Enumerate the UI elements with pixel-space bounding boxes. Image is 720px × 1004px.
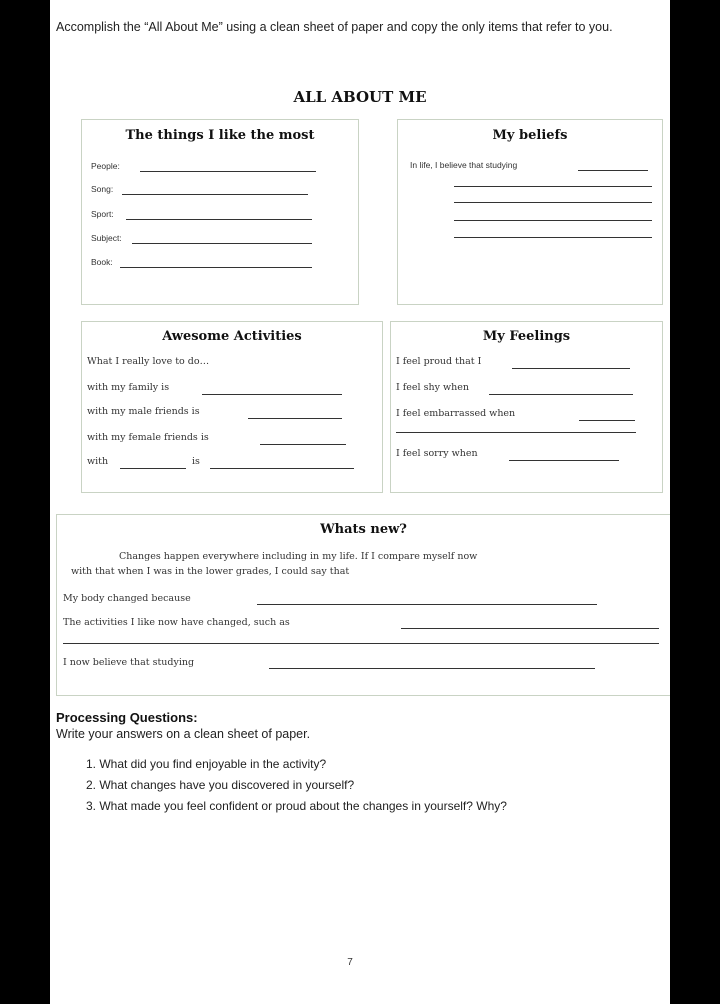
- whats-new-studying-line: [269, 668, 595, 669]
- feelings-proud-line: [512, 368, 630, 369]
- activities-intro: What I really love to do…: [87, 356, 210, 367]
- beliefs-line-2: [454, 186, 652, 187]
- activities-male-line: [248, 418, 342, 419]
- question-3: 3. What made you feel confident or proud about the changes in yourself? Why?: [86, 799, 507, 813]
- beliefs-line-1: [578, 170, 648, 171]
- whats-new-para-line1: Changes happen everywhere including in my life. If I compare myself now: [119, 551, 478, 562]
- whats-new-activities-line: [401, 628, 659, 629]
- my-feelings-heading: My Feelings: [482, 329, 571, 344]
- beliefs-line-4: [454, 220, 652, 221]
- whats-new-studying-label: I now believe that studying: [63, 657, 195, 668]
- my-feelings-box: [390, 321, 663, 493]
- field-book-line: [120, 267, 312, 268]
- my-beliefs-heading: My beliefs: [492, 128, 568, 143]
- activities-family-label: with my family is: [87, 382, 170, 393]
- things-i-like-box: [81, 119, 359, 305]
- field-sport-label: Sport:: [91, 209, 114, 219]
- awesome-activities-box: [81, 321, 383, 493]
- page-number: 7: [347, 957, 353, 968]
- whats-new-body-label: My body changed because: [63, 593, 191, 604]
- whats-new-body-line: [257, 604, 597, 605]
- feelings-proud-label: I feel proud that I: [396, 356, 482, 367]
- beliefs-line-3: [454, 202, 652, 203]
- feelings-embarrassed-line: [579, 420, 635, 421]
- beliefs-line-5: [454, 237, 652, 238]
- whats-new-para-line2: with that when I was in the lower grades, I could say that: [71, 566, 350, 577]
- whats-new-heading: Whats new?: [320, 522, 407, 537]
- activities-with-label: with: [87, 456, 109, 467]
- beliefs-prompt: In life, I believe that studying: [410, 160, 518, 170]
- field-people-label: People:: [91, 161, 120, 171]
- feelings-extra-line: [396, 432, 636, 433]
- field-subject-label: Subject:: [91, 233, 122, 243]
- whats-new-activities-label: The activities I like now have changed, such as: [63, 617, 290, 628]
- feelings-sorry-line: [509, 460, 619, 461]
- activities-is-label: is: [192, 456, 200, 467]
- instruction-text: Accomplish the “All About Me” using a clean sheet of paper and copy the only items that refer to you.: [56, 20, 613, 34]
- whats-new-box: [56, 514, 670, 696]
- feelings-shy-line: [489, 394, 633, 395]
- worksheet-page: [50, 0, 670, 1004]
- field-book-label: Book:: [91, 257, 113, 267]
- things-i-like-heading: The things I like the most: [125, 128, 315, 143]
- activities-family-line: [202, 394, 342, 395]
- my-beliefs-box: [397, 119, 663, 305]
- question-1: 1. What did you find enjoyable in the activity?: [86, 757, 327, 771]
- activities-is-line: [210, 468, 354, 469]
- processing-intro: Write your answers on a clean sheet of paper.: [56, 727, 311, 741]
- activities-with-line: [120, 468, 186, 469]
- field-song-label: Song:: [91, 184, 114, 194]
- question-2: 2. What changes have you discovered in yourself?: [86, 778, 355, 792]
- awesome-activities-heading: Awesome Activities: [162, 329, 302, 344]
- feelings-shy-label: I feel shy when: [396, 382, 469, 393]
- processing-title: Processing Questions:: [56, 710, 198, 725]
- page-title: ALL ABOUT ME: [293, 88, 427, 106]
- field-sport-line: [126, 219, 312, 220]
- whats-new-extra-line: [63, 643, 659, 644]
- activities-female-label: with my female friends is: [87, 432, 209, 443]
- field-song-line: [122, 194, 308, 195]
- activities-female-line: [260, 444, 346, 445]
- feelings-sorry-label: I feel sorry when: [396, 448, 478, 459]
- feelings-embarrassed-label: I feel embarrassed when: [396, 408, 516, 419]
- field-subject-line: [132, 243, 312, 244]
- field-people-line: [140, 171, 316, 172]
- activities-male-label: with my male friends is: [87, 406, 200, 417]
